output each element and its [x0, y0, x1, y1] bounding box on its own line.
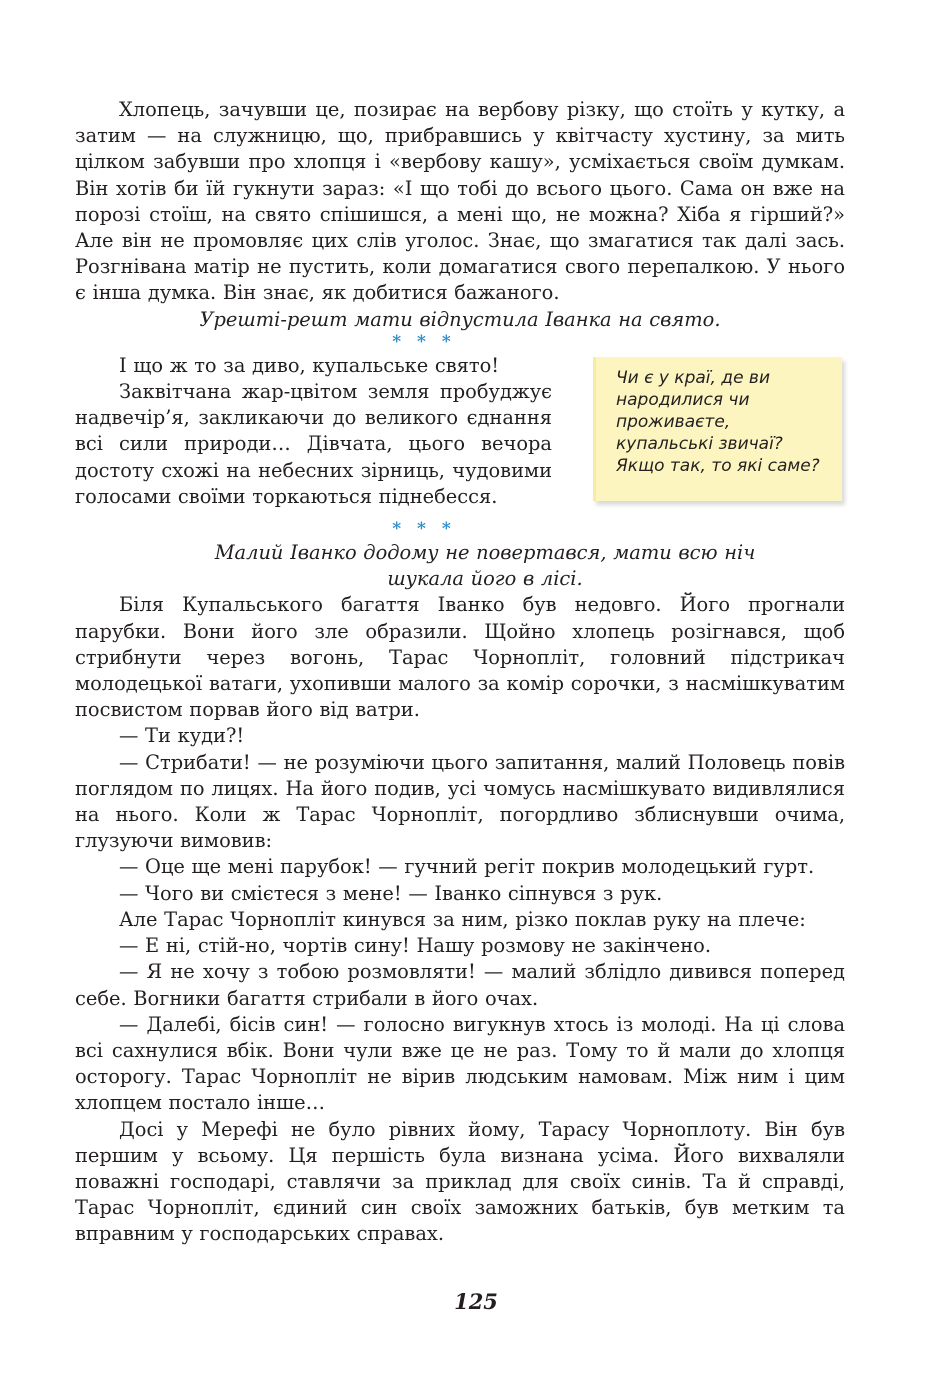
paragraph: — Е ні, стій-но, чортів сину! Нашу розмову не закінчено. [119, 934, 711, 958]
text-with-note [75, 353, 845, 510]
italic-intro: Урешті-решт мати відпустила Іванка на свято. [199, 307, 721, 331]
text-column [75, 353, 552, 510]
paragraph: І що ж то за диво, купальське свято! [119, 353, 500, 377]
paragraph: — Оце ще мені парубок! — гучний регіт покрив молодецький гурт. [119, 855, 815, 879]
note-line: народилися чи [616, 389, 750, 410]
italic-intro: Малий Іванко додому не повертався, мати всю ніч шукала його в лісі. [214, 541, 756, 591]
paragraph: Біля Купальського багаття Іванко був недовго. Його прогнали парубки. Вони його зле образили. Щойно хлопець розігнався, щоб стрибнути через вогонь, Тарас Чорнопліт, головний підстрикач молодецької ватаги, ухопивши малого за комір сорочки, з насмішкуватим посвистом порвав його від ватри. [75, 593, 845, 722]
note-line: купальські звичаї? [616, 433, 783, 454]
note-line: Чи є у краї, де ви [616, 367, 770, 388]
paragraph: — Далебі, бісів син! — голосно вигукнув хтось із молоді. На ці слова всі сахнулися вбік. Вони чули вже це не раз. Тому то й мали до хлопця осторогу. Тарас Чорнопліт не вірив людським намовам. Між ним і цим хлопцем постало інше… [75, 1012, 845, 1115]
paragraph: Досі у Мерефі не було рівних йому, Тарасу Чорноплоту. Він був першим у всьому. Ця першість була визнана усіма. Його вихваляли поважні господарі, ставлячи за приклад для своїх синів. Та й справді, Тарас Чорнопліт, єдиний син своїх заможних батьків, був метким та вправним у господарських справах. [75, 1117, 845, 1246]
paragraph: — Чого ви смієтеся з мене! — Іванко сіпнувся з рук. [119, 881, 663, 905]
paragraph: — Стрибати! — не розуміючи цього запитання, малий Половець повів поглядом по лицях. На його подив, усі чомусь насмішкувато видивлялися на нього. Коли ж Тарас Чорнопліт, погордливо зблиснувши очима, глузуючи вимовив: [75, 750, 845, 853]
paragraph: — Я не хочу з тобою розмовляти! — малий зблідло дивився поперед себе. Вогники багаття стрибали в його очах. [75, 960, 845, 1010]
section-separator: * * * [392, 519, 456, 540]
page-number: 125 [454, 1289, 498, 1314]
section-separator: * * * [392, 331, 456, 352]
paragraph: Але Тарас Чорнопліт кинувся за ним, різко поклав руку на плече: [119, 907, 806, 931]
note-line: проживаєте, [616, 411, 731, 432]
paragraph: — Ти куди?! [119, 724, 245, 748]
note-line: Якщо так, то які саме? [616, 455, 820, 476]
page-body [75, 97, 845, 1248]
question-note [593, 357, 842, 501]
paragraph: Хлопець, зачувши це, позирає на вербову різку, що стоїть у кутку, а затим — на служницю, що, прибравшись у квітчасту хустину, за мить цілком забувши про хлопця і «вербову кашу», усміхається своїм думкам. Він хотів би їй гукнути зараз: «І що тобі до всього цього. Сама он вже на порозі стоїш, на свято спішишся, а мені що, не можна? Хіба я гірший?» Але він не промовляє цих слів уголос. Знає, що змагатися так далі зась. Розгнівана матір не пустить, коли домагатися свого перепалкою. У нього є інша думка. Він знає, як добитися бажаного. [75, 98, 845, 305]
paragraph: Заквітчана жар-цвітом земля пробуджує надвечір’я, закликаючи до великого єднання всі сили природи… Дівчата, цього вечора достоту схожі на небесних зірниць, чудовими голосами своїми торкаються піднебесся. [75, 380, 552, 508]
